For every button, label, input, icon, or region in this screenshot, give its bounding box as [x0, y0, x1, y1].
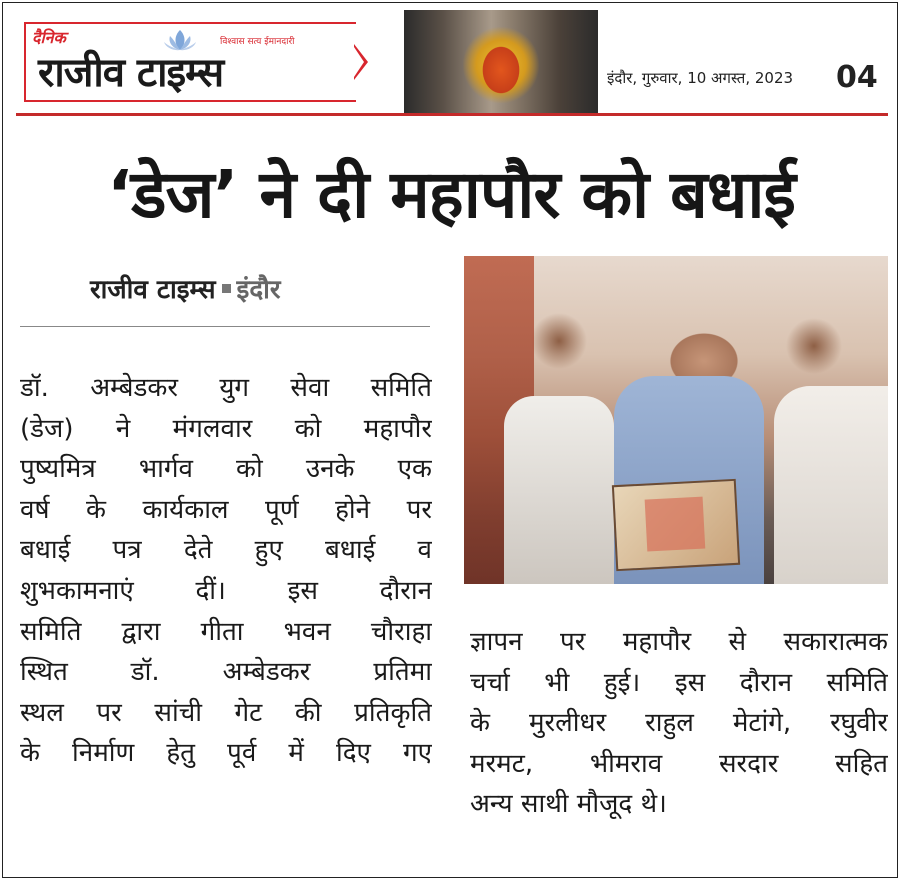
byline-source: राजीव टाइम्स [90, 275, 216, 305]
body-line: डॉ. अम्बेडकर युग सेवा समिति [20, 373, 432, 403]
body-line: (डेज) ने मंगलवार को महापौर [20, 413, 432, 444]
logo-tagline: विश्वास सत्य ईमानदारी [220, 37, 295, 47]
issue-date: इंदौर, गुरुवार, 10 अगस्त, 2023 [607, 69, 794, 87]
article-photo [464, 256, 888, 584]
byline-separator [222, 284, 231, 293]
body-line: पुष्यमित्र भार्गव को उनके एक [20, 454, 432, 485]
body-line: वर्ष के कार्यकाल पूर्ण होने पर [20, 494, 432, 525]
body-line: समिति द्वारा गीता भवन चौराहा [20, 616, 432, 647]
body-line: स्थित डॉ. अम्बेडकर प्रतिमा [20, 657, 432, 688]
body-line: के मुरलीधर राहुल मेटांगे, रघुवीर [470, 708, 888, 739]
byline-city: इंदौर [236, 275, 281, 305]
masthead-deity-image [404, 10, 598, 114]
logo-small-text: दैनिक [32, 28, 66, 47]
masthead-divider [16, 113, 888, 116]
felicitation-memento [612, 479, 740, 571]
body-line: के निर्माण हेतु पूर्व में दिए गए [20, 738, 432, 769]
page-number: 04 [836, 60, 878, 95]
masthead [0, 0, 902, 118]
body-line: अन्य साथी मौजूद थे। [470, 789, 667, 820]
newspaper-name: राजीव टाइम्स [38, 50, 224, 96]
body-line: स्थल पर सांची गेट की प्रतिकृति [20, 697, 432, 728]
byline [90, 270, 281, 306]
body-line: ज्ञापन पर महापौर से सकारात्मक [470, 627, 888, 657]
article-body-left-column [20, 368, 432, 774]
body-line: मरमट, भीमराव सरदार सहित [470, 748, 888, 779]
body-line: चर्चा भी हुई। इस दौरान समिति [470, 667, 888, 698]
article-headline: ‘डेज’ ने दी महापौर को बधाई [107, 156, 795, 233]
body-line: शुभकामनाएं दीं। इस दौरान [20, 575, 432, 606]
byline-divider [20, 326, 430, 327]
article-body-right-column [470, 622, 888, 825]
body-line: बधाई पत्र देते हुए बधाई व [20, 535, 432, 566]
